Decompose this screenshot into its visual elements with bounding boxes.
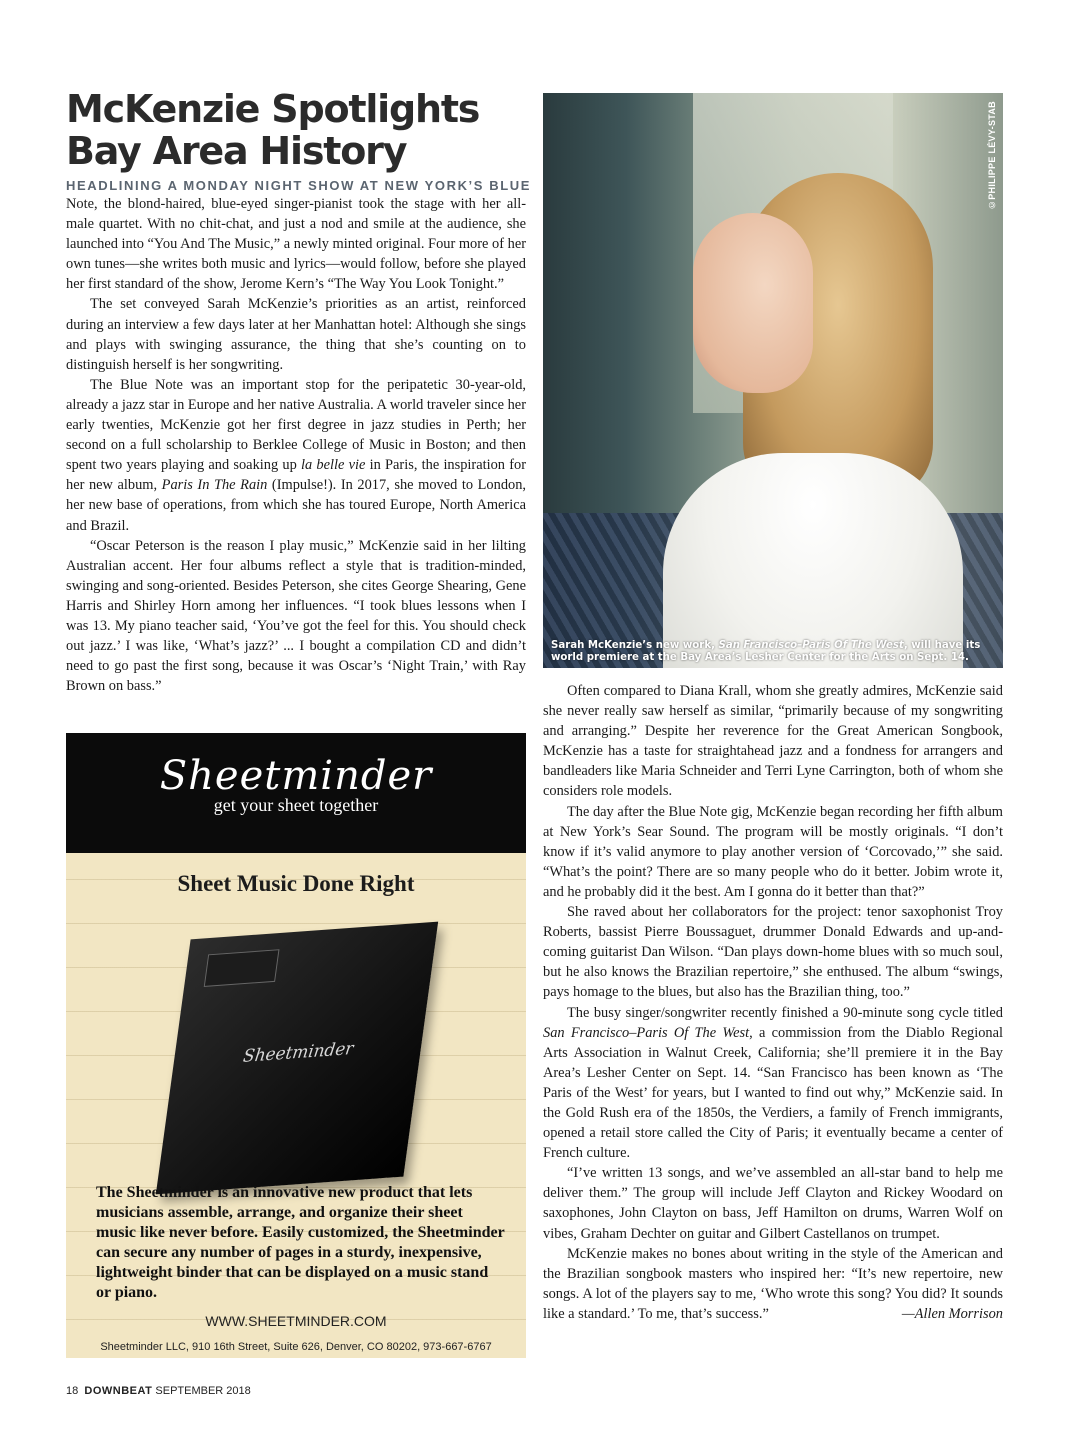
headline-line-2: Bay Area History [66,129,407,173]
article-body-left [66,194,526,696]
lead-in: HEADLINING A MONDAY NIGHT SHOW AT NEW YORK’S BLUE [66,178,532,193]
ad-logo: Sheetminder [159,753,433,799]
r4-italic: San Francisco–Paris Of The West [543,1024,750,1041]
binder-label-window [204,949,280,987]
ad-description: The Sheetminder is an innovative new product that lets musicians assemble, arrange, and organize their sheet music like never before. Easily customized, the Sheetminder can secure any number of pages in a sturdy, inexpensive, lightweight binder that can be displayed on a music stand or piano. [96,1184,505,1301]
caption-text-b: , will have its world premiere at the Bay Area’s Lesher Center for the Arts on Sept. 14. [551,640,981,663]
paragraph-4: “Oscar Peterson is the reason I play music,” McKenzie said in her lilting Australian accent. Her four albums reflect a style that is tradition-minded, swinging and song-oriented. Besides Peterson, she cites George Shearing, Gene Harris and Shirley Horn among her influences. “I took blues lessons when I was 13. My piano teacher said, ‘You’ve got the feel for this. You should check out jazz.’ I was like, ‘What’s jazz?’ ... I bought a compilation CD and didn’t need to go past the first song, because it was Oscar’s ‘Night Train,’ with Ray Brown on bass.” [66,537,526,695]
ad-address: Sheetminder LLC, 910 16th Street, Suite 626, Denver, CO 80202, 973-667-6767 [100,1341,492,1353]
photo-shirt [663,453,963,668]
ad-banner [66,733,526,853]
article-photo [543,93,1003,668]
p3-text-a: The Blue Note was an important stop for the peripatetic 30-year-old, already a jazz star in Europe and her native Australia. A world traveler since her early twenties, McKenzie got her first degree in jazz studies in Perth; her second on a full scholarship to Berklee College of Music in Boston; and then spent two years playing and soaking up [66,376,526,474]
ad-url-link[interactable]: WWW.SHEETMINDER.COM [205,1313,387,1329]
binder-logo: Sheetminder [241,1038,355,1068]
paragraph-1: Note, the blond-haired, blue-eyed singer-pianist took the stage with her all-male quartet. With no chit-chat, and just a nod and smile at the audience, she launched into “You And The Music,” a newly minted original. Four more of her own tunes—she writes both music and lyrics—would follow, before she played her first standard of the show, Jerome Kern’s “The Way You Look Tonight.” [66,196,526,293]
page-footer [66,1385,251,1397]
left-column [66,87,532,696]
photo-caption [551,640,995,664]
r4-text-b: , a commission from the Diablo Regional Arts Association in Walnut Creek, California; she’ll premiere it in the Bay Area’s Lesher Center on Sept. 14. “San Francisco has been known as ‘The Paris of the West’ for years, but I wanted to find out why,” McKenzie said. In the Gold Rush era of the 1850s, the Verdiers, a family of French immigrants, opened a retail store called the City of Paris; it eventually became a center of French culture. [543,1024,1003,1162]
ad-body [66,853,526,1358]
issue-date: SEPTEMBER 2018 [155,1385,251,1397]
article-headline [66,88,526,172]
paragraph-r2: The day after the Blue Note gig, McKenzie began recording her fifth album at New York’s Sear Sound. The program will be mostly originals. “I don’t know if it’s valid anymore to play another version of ‘Corcovado,’” she said. “What’s the point? There are so many people who do it better. Jobim wrote it, and he probably did it the best. Am I gonna do it better than that?” [543,803,1003,900]
byline: —Allen Morrison [901,1305,1003,1322]
binder-image [156,922,438,1195]
p3-text-c: (Impulse!). In 2017, she moved to London, her new base of operations, from which she has toured Europe, North America and Brazil. [66,477,527,534]
paragraph-r5: “I’ve written 13 songs, and we’ve assembled an all-star band to help me deliver them.” The group will include Jeff Clayton and Rickey Woodard on saxophones, John Clayton on bass, Jeff Hamilton on drums, Warren Wolf on vibes, Graham Dechter on guitar and Gilbert Castellanos on trumpet. [543,1165,1003,1242]
caption-italic: San Francisco–Paris Of The West [718,640,904,651]
p3-italic-1: la belle vie [301,457,366,474]
paragraph-r3: She raved about her collaborators for the project: tenor saxophonist Troy Roberts, bassist Pierre Boussaguet, drummer Donald Edwards and up-and-coming guitarist Dan Wilson. “Dan plays down-home blues with so much soul, but he also knows the Brazilian repertoire,” she enthused. The album “swings, pays homage to the blues, but also has the Brazilian thing, too.” [543,904,1003,1001]
headline-line-1: McKenzie Spotlights [66,87,480,131]
photo-face [693,213,813,393]
photo-credit: ©PHILIPPE LÉVY-STAB [987,101,997,211]
paragraph-3 [66,375,526,536]
page-number: 18 [66,1385,79,1397]
p3-italic-2: Paris In The Rain [161,477,268,494]
paragraph-r4 [543,1003,1003,1164]
paragraph-r1: Often compared to Diana Krall, whom she greatly admires, McKenzie said she never really saw herself as similar, “primarily because of my songwriting and arranging.” Despite her reverence for the Great American Songbook, McKenzie has a taste for straightahead jazz and a fondness for arrangers and bandleaders like Maria Schneider and Terri Lyne Carrington, both of whom she considers role models. [543,683,1003,800]
ad-headline: Sheet Music Done Right [177,871,415,896]
right-column [543,681,1003,1324]
r6-text: McKenzie makes no bones about writing in the style of the American and the Brazilian songbook masters who inspired her: “It’s new repertoire, new songs. A lot of the players say to me, ‘Who wrote this song? You did? It sounds like a standard.’ To me, that’s success.” [543,1245,1003,1322]
paragraph-2: The set conveyed Sarah McKenzie’s priorities as an artist, reinforced during an interview a few days later at her Manhattan hotel: Although she sings and plays with swinging assurance, the thing that she’s counting on to distinguish herself is her songwriting. [66,296,526,373]
sheetminder-ad[interactable] [66,733,526,1358]
magazine-name: DOWNBEAT [84,1385,153,1397]
ad-tagline: get your sheet together [213,795,379,815]
caption-text-a: Sarah McKenzie’s new work, [551,640,719,651]
p3-text-b: in Paris, the inspiration for her new album, [66,457,526,494]
paragraph-r6 [543,1244,1003,1324]
r4-text-a: The busy singer/songwriter recently finished a 90-minute song cycle titled [567,1004,1003,1021]
